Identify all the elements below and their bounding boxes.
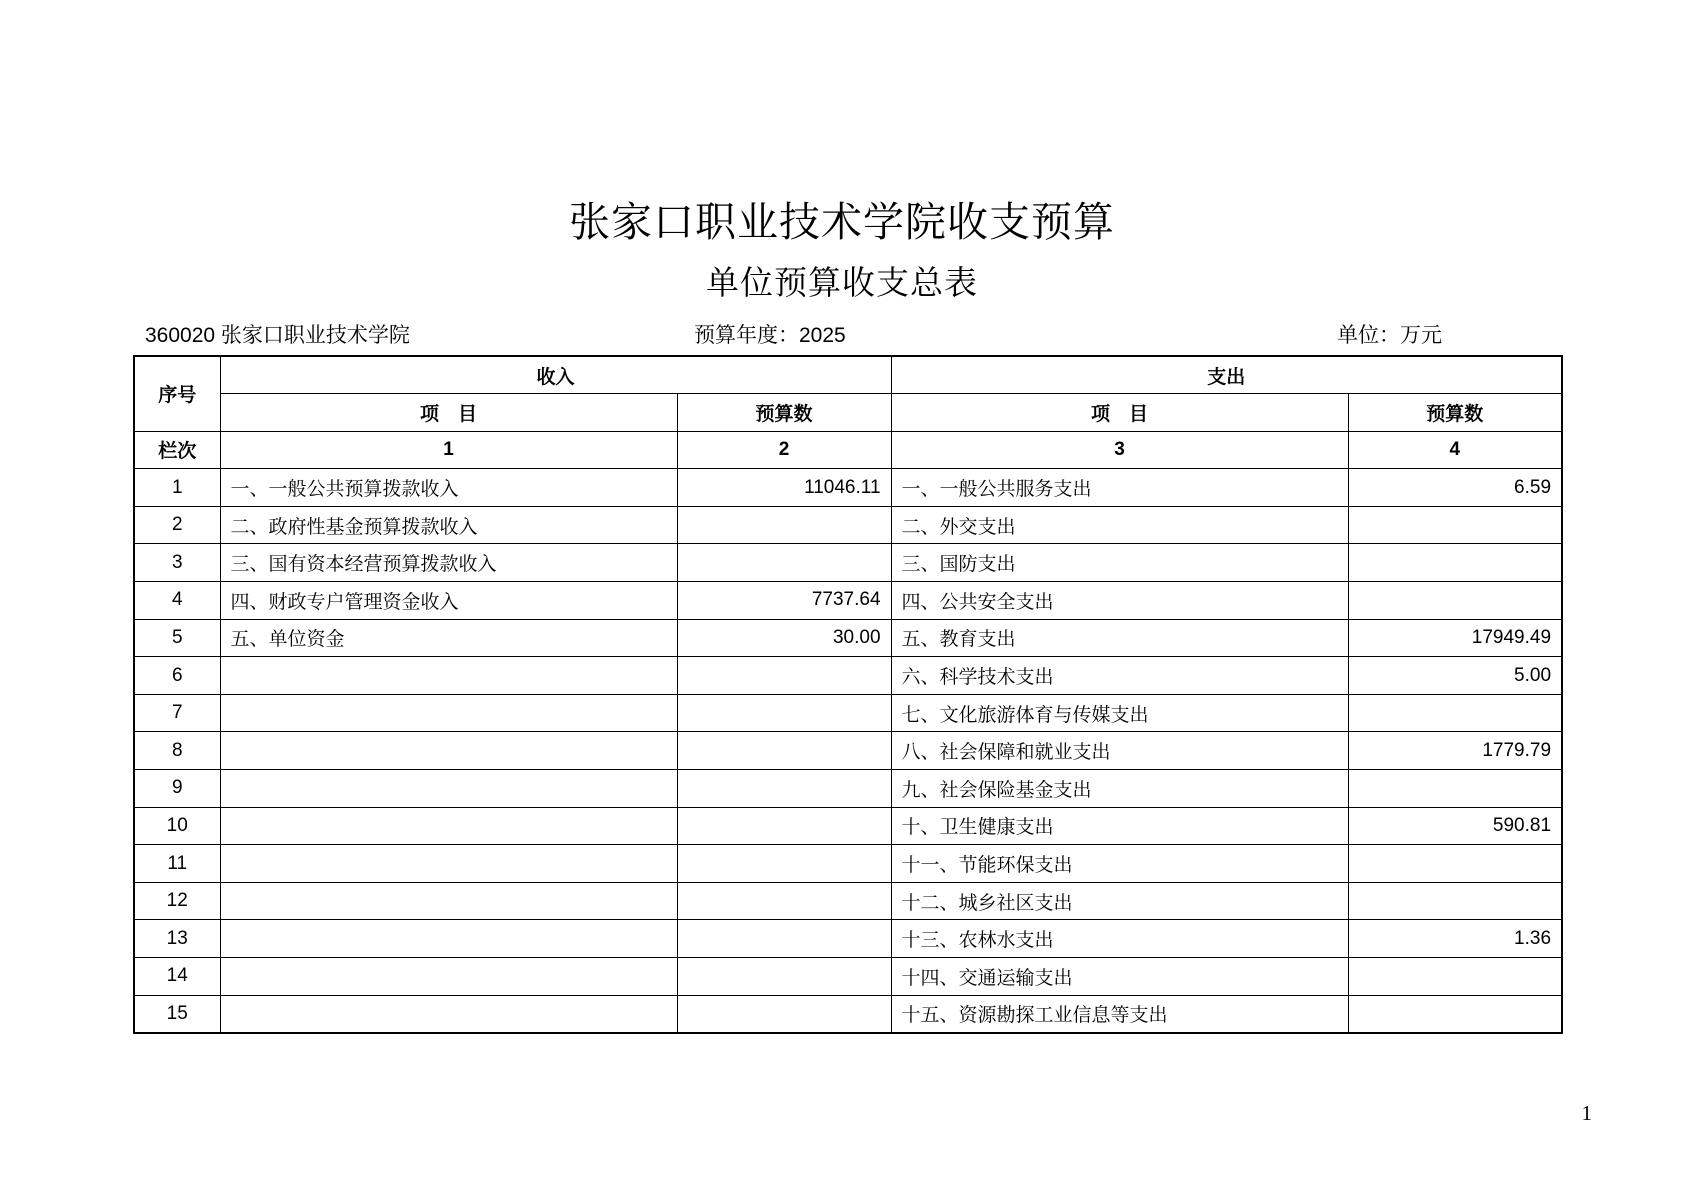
income-item xyxy=(220,920,677,958)
column-number: 2 xyxy=(677,431,891,469)
expense-amount: 5.00 xyxy=(1348,657,1562,695)
income-amount xyxy=(677,694,891,732)
income-header: 收入 xyxy=(220,356,891,394)
income-item xyxy=(220,995,677,1033)
row-seq: 6 xyxy=(134,657,220,695)
income-amount xyxy=(677,845,891,883)
expense-amount xyxy=(1348,958,1562,996)
table-row xyxy=(134,958,1562,996)
page-number: 1 xyxy=(1581,1101,1592,1125)
expense-amount: 6.59 xyxy=(1348,469,1562,507)
income-amount xyxy=(677,657,891,695)
expense-amount xyxy=(1348,995,1562,1033)
income-amount: 7737.64 xyxy=(677,582,891,620)
income-item: 二、政府性基金预算拨款收入 xyxy=(220,506,677,544)
expense-item-header: 项 目 xyxy=(891,394,1348,432)
expense-item: 十四、交通运输支出 xyxy=(891,958,1348,996)
income-amount xyxy=(677,920,891,958)
income-amount: 11046.11 xyxy=(677,469,891,507)
expense-amount-header: 预算数 xyxy=(1348,394,1562,432)
expense-amount: 1779.79 xyxy=(1348,732,1562,770)
income-amount-header: 预算数 xyxy=(677,394,891,432)
expense-amount xyxy=(1348,544,1562,582)
income-item xyxy=(220,807,677,845)
expense-amount xyxy=(1348,694,1562,732)
expense-item: 四、公共安全支出 xyxy=(891,582,1348,620)
expense-item: 九、社会保险基金支出 xyxy=(891,770,1348,808)
row-seq: 11 xyxy=(134,845,220,883)
table-row xyxy=(134,582,1562,620)
income-item xyxy=(220,657,677,695)
expense-amount: 590.81 xyxy=(1348,807,1562,845)
income-amount xyxy=(677,882,891,920)
row-seq: 9 xyxy=(134,770,220,808)
income-item-header: 项 目 xyxy=(220,394,677,432)
page-title: 张家口职业技术学院收支预算 xyxy=(569,199,1115,245)
table-row xyxy=(134,882,1562,920)
column-number: 3 xyxy=(891,431,1348,469)
page-subtitle: 单位预算收支总表 xyxy=(706,264,978,301)
expense-amount xyxy=(1348,845,1562,883)
row-seq: 10 xyxy=(134,807,220,845)
table-row xyxy=(134,995,1562,1033)
budget-year: 预算年度：2025 xyxy=(694,324,846,347)
row-seq: 15 xyxy=(134,995,220,1033)
income-item: 三、国有资本经营预算拨款收入 xyxy=(220,544,677,582)
income-amount xyxy=(677,807,891,845)
table-row xyxy=(134,920,1562,958)
income-amount xyxy=(677,732,891,770)
expense-header: 支出 xyxy=(891,356,1562,394)
row-seq: 4 xyxy=(134,582,220,620)
row-seq: 2 xyxy=(134,506,220,544)
table-row xyxy=(134,845,1562,883)
column-order-row xyxy=(134,431,1562,469)
income-item xyxy=(220,958,677,996)
row-seq: 5 xyxy=(134,619,220,657)
table-row xyxy=(134,544,1562,582)
header-row-top xyxy=(134,356,1562,394)
expense-item: 十一、节能环保支出 xyxy=(891,845,1348,883)
income-amount: 30.00 xyxy=(677,619,891,657)
expense-item: 十、卫生健康支出 xyxy=(891,807,1348,845)
table-row xyxy=(134,807,1562,845)
expense-amount xyxy=(1348,506,1562,544)
income-item xyxy=(220,732,677,770)
table-row xyxy=(134,619,1562,657)
row-seq: 8 xyxy=(134,732,220,770)
income-amount xyxy=(677,506,891,544)
expense-amount xyxy=(1348,882,1562,920)
row-seq: 7 xyxy=(134,694,220,732)
expense-item: 八、社会保障和就业支出 xyxy=(891,732,1348,770)
expense-item: 十五、资源勘探工业信息等支出 xyxy=(891,995,1348,1033)
income-item: 一、一般公共预算拨款收入 xyxy=(220,469,677,507)
row-seq: 12 xyxy=(134,882,220,920)
expense-amount: 1.36 xyxy=(1348,920,1562,958)
row-seq: 13 xyxy=(134,920,220,958)
table-row xyxy=(134,506,1562,544)
expense-amount: 17949.49 xyxy=(1348,619,1562,657)
income-amount xyxy=(677,995,891,1033)
column-number: 1 xyxy=(220,431,677,469)
income-item: 五、单位资金 xyxy=(220,619,677,657)
income-item xyxy=(220,694,677,732)
expense-item: 六、科学技术支出 xyxy=(891,657,1348,695)
row-seq: 14 xyxy=(134,958,220,996)
expense-item: 五、教育支出 xyxy=(891,619,1348,657)
row-seq: 1 xyxy=(134,469,220,507)
currency-unit: 单位：万元 xyxy=(1337,324,1442,347)
income-item xyxy=(220,845,677,883)
income-item: 四、财政专户管理资金收入 xyxy=(220,582,677,620)
row-seq: 3 xyxy=(134,544,220,582)
expense-amount xyxy=(1348,582,1562,620)
income-amount xyxy=(677,770,891,808)
expense-amount xyxy=(1348,770,1562,808)
expense-item: 十三、农林水支出 xyxy=(891,920,1348,958)
table-row xyxy=(134,657,1562,695)
header-row-sub xyxy=(134,394,1562,432)
income-item xyxy=(220,770,677,808)
income-amount xyxy=(677,958,891,996)
column-number: 4 xyxy=(1348,431,1562,469)
expense-item: 二、外交支出 xyxy=(891,506,1348,544)
budget-table xyxy=(133,355,1563,1034)
seq-header: 序号 xyxy=(134,356,220,431)
income-item xyxy=(220,882,677,920)
unit-code: 360020 张家口职业技术学院 xyxy=(145,324,410,347)
expense-item: 一、一般公共服务支出 xyxy=(891,469,1348,507)
table-row xyxy=(134,732,1562,770)
income-amount xyxy=(677,544,891,582)
expense-item: 七、文化旅游体育与传媒支出 xyxy=(891,694,1348,732)
order-label: 栏次 xyxy=(134,431,220,469)
table-row xyxy=(134,469,1562,507)
table-row xyxy=(134,770,1562,808)
expense-item: 三、国防支出 xyxy=(891,544,1348,582)
table-row xyxy=(134,694,1562,732)
expense-item: 十二、城乡社区支出 xyxy=(891,882,1348,920)
